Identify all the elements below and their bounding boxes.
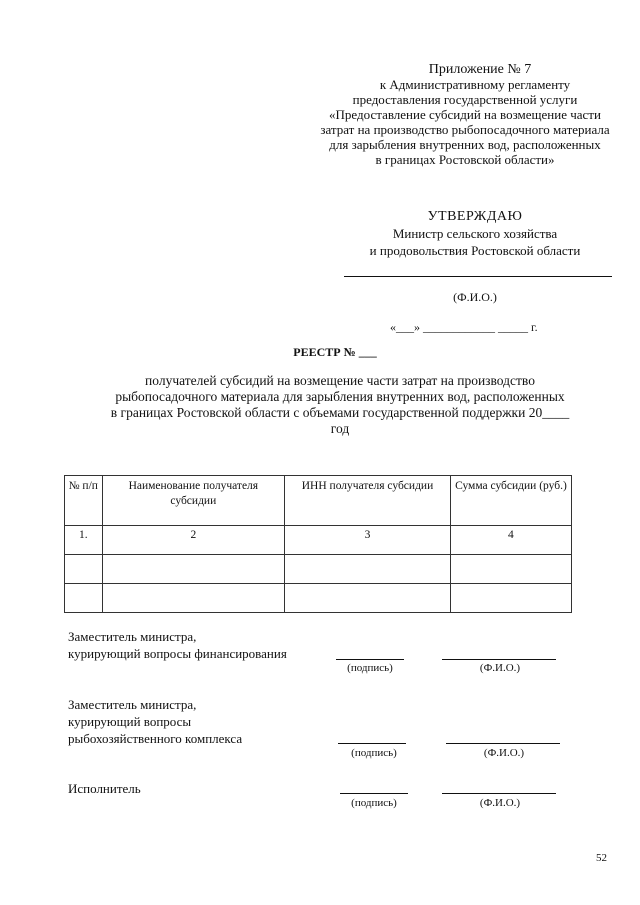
signature-deputy-fishery xyxy=(68,696,242,747)
appendix-line: к Административному регламенту xyxy=(379,77,571,92)
appendix-line: для зарыбления внутренних вод, расположенных xyxy=(329,137,601,152)
appendix-line: предоставления государственной услуги xyxy=(352,92,578,107)
approve-fio-caption: (Ф.И.О.) xyxy=(453,290,497,304)
appendix-line: в границах Ростовской области» xyxy=(375,152,555,167)
approve-signature-line xyxy=(344,276,612,277)
table-row xyxy=(65,584,572,613)
approve-organization: и продовольствия Ростовской области xyxy=(369,243,581,258)
signer-position: Заместитель министра, xyxy=(68,629,197,644)
fio-line xyxy=(442,792,556,794)
signature-executor xyxy=(68,780,141,797)
signer-position: рыбохозяйственного комплекса xyxy=(68,731,243,746)
table-header-row xyxy=(65,476,572,526)
sign-caption: (подпись) xyxy=(351,797,397,809)
appendix-line: «Предоставление субсидий на возмещение части xyxy=(329,107,601,122)
table-cell xyxy=(102,555,285,584)
sign-caption: (подпись) xyxy=(347,662,393,674)
approve-position: Министр сельского хозяйства xyxy=(392,226,558,241)
subtitle-line: в границах Ростовской области с объемами государственной поддержки 20____ xyxy=(110,405,570,420)
signer-position: курирующий вопросы xyxy=(68,714,192,729)
signer-position: курирующий вопросы финансирования xyxy=(68,646,287,661)
signer-position: Исполнитель xyxy=(68,781,141,796)
fio-caption: (Ф.И.О.) xyxy=(479,797,521,809)
table-cell xyxy=(65,584,103,613)
fio-caption: (Ф.И.О.) xyxy=(483,747,525,759)
col-header-inn: ИНН получателя субсидии xyxy=(285,476,451,526)
sign-caption: (подпись) xyxy=(351,747,397,759)
fio-caption: (Ф.И.О.) xyxy=(479,662,521,674)
appendix-header xyxy=(250,62,640,167)
table-cell: 4 xyxy=(450,526,571,555)
table-cell: 3 xyxy=(285,526,451,555)
table-cell xyxy=(450,555,571,584)
table-row xyxy=(65,555,572,584)
table-cell xyxy=(450,584,571,613)
table-cell: 1. xyxy=(65,526,103,555)
table-cell xyxy=(65,555,103,584)
fio-line xyxy=(446,742,560,744)
subtitle-line: год xyxy=(330,421,350,436)
appendix-number: Приложение № 7 xyxy=(428,62,532,77)
appendix-line: затрат на производство рыбопосадочного материала xyxy=(320,122,610,137)
table-cell: 2 xyxy=(102,526,285,555)
approve-date-line: «___» ____________ _____ г. xyxy=(390,320,538,334)
signature-deputy-finance xyxy=(68,628,287,662)
table-row xyxy=(65,526,572,555)
col-header-amount: Сумма субсидии (руб.) xyxy=(450,476,571,526)
signer-position: Заместитель министра, xyxy=(68,697,197,712)
registry-title: РЕЕСТР № ___ xyxy=(293,345,377,359)
approve-heading: УТВЕРЖДАЮ xyxy=(427,209,523,224)
registry-subtitle xyxy=(60,373,620,437)
col-header-number: № п/п xyxy=(65,476,103,526)
table-cell xyxy=(285,584,451,613)
registry-table xyxy=(64,475,572,613)
col-header-recipient: Наименование получателя субсидии xyxy=(102,476,285,526)
subtitle-line: рыбопосадочного материала для зарыбления внутренних вод, расположенных xyxy=(115,389,565,404)
sign-line xyxy=(336,658,404,660)
table-cell xyxy=(102,584,285,613)
table-cell xyxy=(285,555,451,584)
subtitle-line: получателей субсидий на возмещение части затрат на производство xyxy=(145,373,535,388)
approval-block xyxy=(340,208,610,259)
fio-line xyxy=(442,658,556,660)
sign-line xyxy=(338,742,406,744)
sign-line xyxy=(340,792,408,794)
page-number: 52 xyxy=(596,852,607,864)
